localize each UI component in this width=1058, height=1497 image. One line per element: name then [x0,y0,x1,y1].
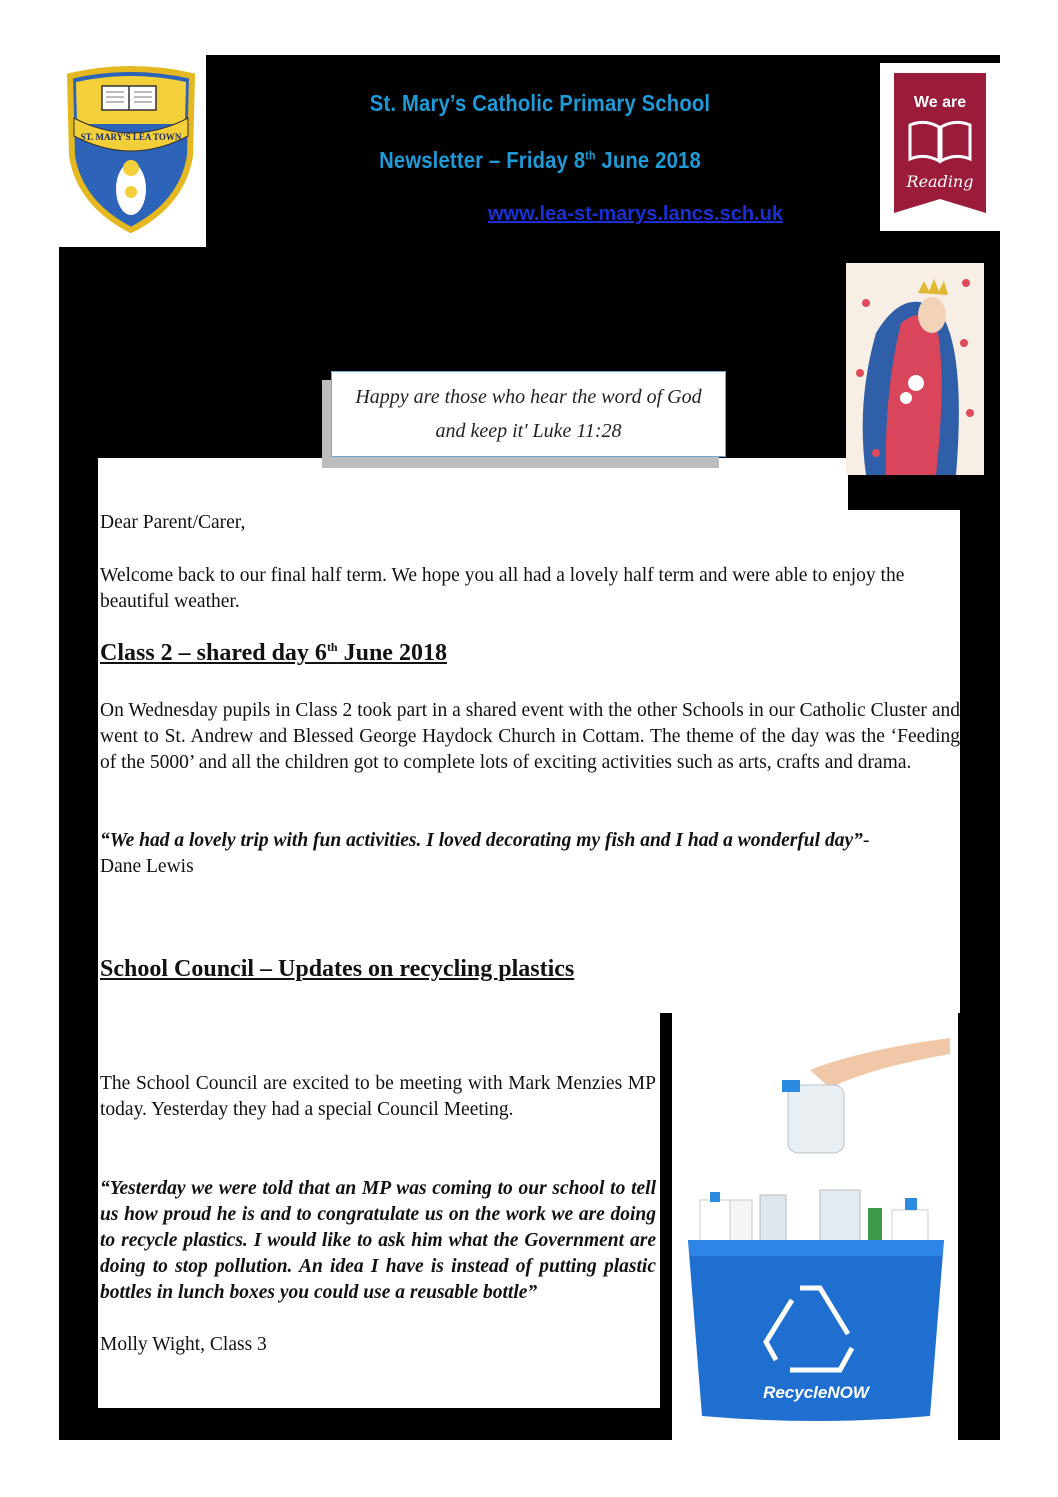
council-quote: “Yesterday we were told that an MP was coming to our school to tell us how proud he is and to congratulate us on the work we are doing to recycle plastics. I would like to ask him what the Government are doing to stop pollution. An idea I have is instead of putting plastic bottles in lunch boxes you could use a reusable bottle” [100,1178,656,1303]
reading-badge [880,63,1000,231]
welcome-paragraph: Welcome back to our final half term. We hope you all had a lovely half term and were able to enjoy the beautiful weather. [100,565,905,612]
school-crest [62,64,200,234]
scripture-quote [331,371,726,457]
badge-top-text: We are [913,94,967,111]
council-paragraph: The School Council are excited to be meeting with Mark Menzies MP today. Yesterday they had a special Council Meeting. [100,1073,656,1120]
newsletter-sup: th [585,148,596,163]
class2-paragraph: On Wednesday pupils in Class 2 took part in a shared event with the other Schools in our Catholic Cluster and went to St. Andrew and Blessed George Haydock Church in Cottam. The theme of the day was the ‘Feeding of the 5000’ and all the children got to complete lots of exciting activities such as arts, crafts and drama. [100,700,960,773]
class2-heading-sup: th [326,640,338,654]
council-heading: School Council – Updates on recycling plastics [100,956,575,982]
class2-heading-suffix: June 2018 [337,640,447,666]
class2-heading [100,640,447,667]
class2-heading-prefix: Class 2 – shared day 6 [100,640,327,666]
class2-quote-author: - Dane Lewis [100,830,870,877]
badge-bottom-text: Reading [906,172,974,191]
recycle-now-logo: RecycleNOW [763,1383,869,1402]
quote-line-2: and keep it' Luke 11:28 [435,420,622,442]
crest-text: ST. MARY'S LEA TOWN [80,132,182,142]
recycling-bin-image [680,1030,952,1430]
quote-line-1: Happy are those who hear the word of God [355,386,702,408]
class2-quote [100,828,890,880]
school-name: St. Mary’s Catholic Primary School [369,90,711,116]
virgin-mary-picture [846,263,984,475]
council-quote-author: Molly Wight, Class 3 [100,1334,267,1355]
greeting: Dear Parent/Carer, [100,512,246,533]
class2-quote-text: “We had a lovely trip with fun activities. I loved decorating my fish and I had a wonderful day” [100,830,863,851]
newsletter-prefix: Newsletter – Friday 8 [379,147,586,173]
newsletter-suffix: June 2018 [595,147,701,173]
newsletter-date [329,147,751,174]
website-link[interactable]: www.lea-st-marys.lancs.sch.uk [488,203,783,225]
